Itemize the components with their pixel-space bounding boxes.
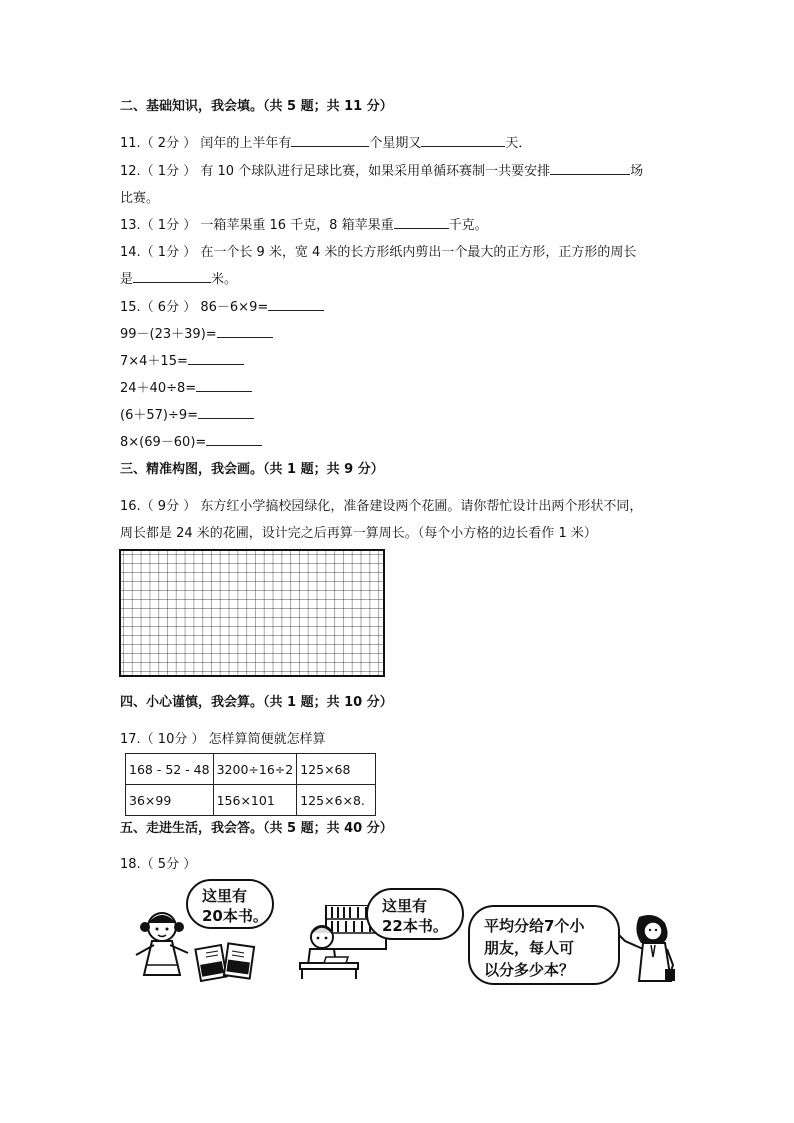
- q16-number: 16.（ 9分 ）: [120, 499, 197, 514]
- q15-row-6: [120, 431, 262, 450]
- q12-blank[interactable]: [550, 161, 630, 175]
- q15-blank-2[interactable]: [217, 324, 273, 338]
- q12-number: 12.（ 1分 ）: [120, 164, 197, 179]
- table-row: [126, 785, 376, 816]
- q16-text-a: 东方红小学搞校园绿化，准备建设两个花圃。请你帮忙设计出两个形状不同，: [200, 499, 643, 514]
- bubble-3-line-1: 平均分给7个小: [484, 917, 585, 935]
- q15-blank-6[interactable]: [206, 432, 262, 446]
- drawing-grid[interactable]: [119, 549, 385, 677]
- bubble-3-line-3: 以分多少本？: [484, 961, 575, 979]
- q15-blank-1[interactable]: [268, 297, 324, 311]
- q12-text-a: 有 10 个球队进行足球比赛，如果采用单循环赛制一共要安排: [200, 164, 551, 179]
- q13-blank[interactable]: [394, 215, 449, 229]
- q15-blank-4[interactable]: [196, 378, 252, 392]
- teacher-illustration: [615, 913, 680, 983]
- q15-item-2: 99－(23＋39)=: [120, 327, 217, 342]
- q17-number: 17.（ 10分 ）: [120, 732, 205, 747]
- q11-text-a: 闰年的上半年有: [200, 136, 292, 151]
- q14-blank[interactable]: [133, 269, 211, 283]
- section-4-title: 四、小心谨慎，我会算。（共 1 题；共 10 分）: [120, 695, 393, 710]
- q14-text-b: 是: [120, 272, 134, 287]
- q14-text-c: 米。: [211, 272, 238, 287]
- table-cell: 36×99: [126, 785, 214, 816]
- bubble-2-line-1: 这里有: [382, 897, 428, 915]
- speech-bubble-2: [366, 888, 464, 940]
- q15-blank-5[interactable]: [198, 405, 254, 419]
- table-cell: 125×68: [297, 754, 376, 785]
- q11-blank-1[interactable]: [291, 133, 369, 147]
- bubble-2-line-2: 22本书。: [382, 917, 448, 935]
- section-2-title: 二、基础知识，我会填。（共 5 题；共 11 分）: [120, 99, 393, 114]
- q15-blank-3[interactable]: [188, 351, 244, 365]
- q14-number: 14.（ 1分 ）: [120, 245, 197, 260]
- bubble-1-line-1: 这里有: [202, 887, 248, 905]
- q17-text: 怎样算简便就怎样算: [208, 732, 326, 747]
- q15-row-5: [120, 404, 254, 423]
- bubble-3-line-2: 朋友，每人可: [484, 939, 575, 957]
- speech-bubble-3: [468, 905, 620, 985]
- table-row: [126, 754, 376, 785]
- q14-line-2: [120, 268, 237, 287]
- q11-text-b: 个星期又: [369, 136, 422, 151]
- question-15: [120, 296, 324, 315]
- q13-text-a: 一箱苹果重 16 千克，8 箱苹果重: [200, 218, 394, 233]
- q15-item-3: 7×4＋15=: [120, 354, 188, 369]
- question-11: [120, 132, 531, 151]
- question-16: [120, 495, 642, 514]
- table-cell: 156×101: [213, 785, 297, 816]
- question-13: [120, 214, 488, 233]
- question-17: [120, 728, 326, 747]
- q16-text-b: 周长都是 24 米的花圃，设计完之后再算一算周长。（每个小方格的边长看作 1 米）: [120, 526, 597, 541]
- q11-blank-2[interactable]: [421, 133, 505, 147]
- q15-row-4: [120, 377, 252, 396]
- table-cell: 125×6×8.: [297, 785, 376, 816]
- q11-number: 11.（ 2分 ）: [120, 136, 197, 151]
- q15-item-5: (6＋57)÷9=: [120, 408, 199, 423]
- q11-text-c: 天．: [505, 136, 532, 151]
- q13-text-b: 千克。: [448, 218, 488, 233]
- q18-number: 18.（ 5分 ）: [120, 857, 197, 872]
- question-14: [120, 241, 636, 260]
- speech-bubble-1: [186, 879, 274, 929]
- calculation-table: [125, 753, 376, 816]
- q15-row-3: [120, 350, 244, 369]
- section-3-title: 三、精准构图，我会画。（共 1 题；共 9 分）: [120, 462, 384, 477]
- table-cell: 3200÷16÷2: [213, 754, 297, 785]
- q15-row-2: [120, 323, 273, 342]
- q15-item-4: 24＋40÷8=: [120, 381, 197, 396]
- q15-item-1: 86－6×9=: [200, 300, 269, 315]
- q12-text-b: 场: [630, 164, 644, 179]
- section-5-title: 五、走进生活，我会答。（共 5 题；共 40 分）: [120, 821, 393, 836]
- bubble-1-line-2: 20本书。: [202, 907, 268, 925]
- q15-item-6: 8×(69－60)=: [120, 435, 207, 450]
- q12-text-c: 比赛。: [120, 191, 160, 206]
- q14-text-a: 在一个长 9 米，宽 4 米的长方形纸内剪出一个最大的正方形，正方形的周长: [200, 245, 637, 260]
- question-12: [120, 160, 643, 179]
- q13-number: 13.（ 1分 ）: [120, 218, 197, 233]
- table-cell: 168 - 52 - 48: [126, 754, 214, 785]
- q15-number: 15.（ 6分 ）: [120, 300, 197, 315]
